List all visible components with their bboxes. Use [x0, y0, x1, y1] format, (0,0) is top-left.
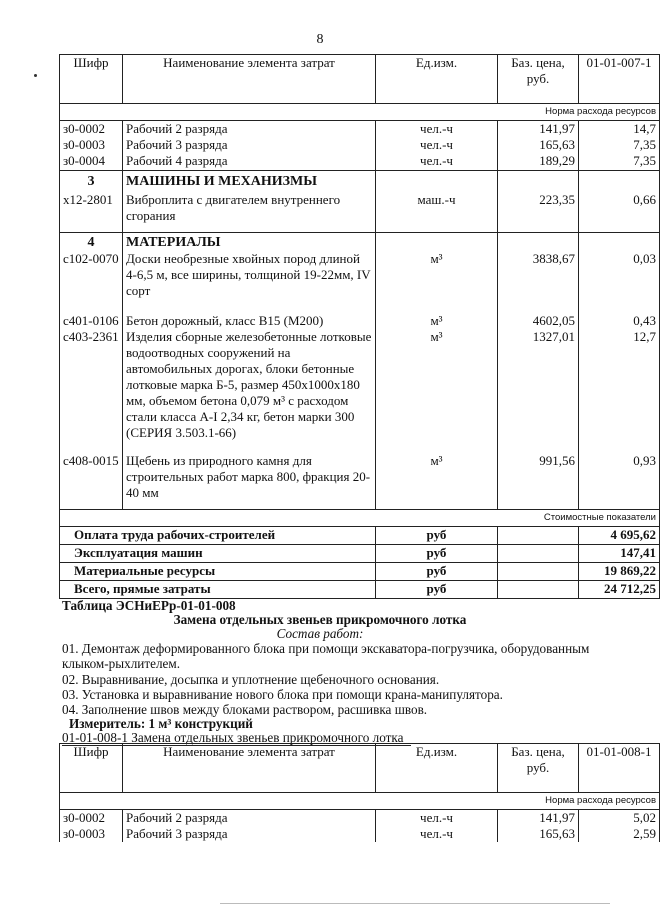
section-number: 4 [60, 232, 123, 251]
table-row [60, 810, 660, 827]
row-name: Виброплита с двигателем внутреннего сгорания [123, 190, 376, 233]
norm-label: Норма расхода ресурсов [60, 793, 660, 810]
row-price: 165,63 [498, 137, 579, 153]
section-heading-machines [60, 170, 660, 190]
total-label: Эксплуатация машин [60, 544, 376, 562]
row-code: з0-0004 [60, 153, 123, 170]
col-name-header: Наименование элемента затрат [123, 55, 376, 104]
total-value: 147,41 [579, 544, 660, 562]
total-row-machines [60, 544, 660, 562]
row-price: 3838,67 [498, 251, 579, 313]
row-norm: 7,35 [579, 137, 660, 153]
works-heading: Состав работ: [276, 626, 364, 641]
row-price: 141,97 [498, 810, 579, 827]
row-unit: чел.-ч [376, 153, 498, 170]
row-price: 1327,01 [498, 329, 579, 453]
row-norm: 0,66 [579, 190, 660, 233]
meter: Измеритель: 1 м³ конструкций [69, 716, 253, 731]
row-unit: чел.-ч [376, 137, 498, 153]
cost-label: Стоимостные показатели [60, 509, 660, 526]
row-norm: 12,7 [579, 329, 660, 453]
row-norm: 0,93 [579, 453, 660, 510]
total-value: 19 869,22 [579, 562, 660, 580]
row-price: 223,35 [498, 190, 579, 233]
row-name: Рабочий 2 разряда [123, 121, 376, 138]
row-norm: 14,7 [579, 121, 660, 138]
total-row-direct [60, 580, 660, 598]
table-row [60, 251, 660, 313]
row-code: с403-2361 [60, 329, 123, 453]
col-name-header: Наименование элемента затрат [123, 744, 376, 793]
table-row [60, 121, 660, 138]
row-price: 991,56 [498, 453, 579, 510]
row-norm: 5,02 [579, 810, 660, 827]
row-name: Доски необрезные хвойных пород длиной 4-6,5 м, все ширины, толщиной 19-22мм, IV сорт [123, 251, 376, 313]
row-unit: м³ [376, 329, 498, 453]
row-norm: 0,43 [579, 313, 660, 329]
table-row [60, 153, 660, 170]
work-item: 03. Установка и выравнивание нового блока при помощи крана-манипулятора. [62, 687, 503, 702]
margin-mark [34, 74, 37, 77]
resource-table-01-01-008-1 [59, 743, 660, 842]
table-row [60, 137, 660, 153]
row-code: с102-0070 [60, 251, 123, 313]
cost-label-row [60, 509, 660, 526]
total-label: Всего, прямые затраты [60, 580, 376, 598]
total-value: 24 712,25 [579, 580, 660, 598]
table-header [60, 55, 660, 104]
work-item: 02. Выравнивание, досыпка и уплотнение щебеночного основания. [62, 672, 440, 687]
row-norm: 7,35 [579, 153, 660, 170]
section-title: МАТЕРИАЛЫ [123, 232, 376, 251]
footer-rule [220, 903, 610, 904]
total-unit: руб [376, 580, 498, 598]
row-code: с408-0015 [60, 453, 123, 510]
col-norm-header: 01-01-007-1 [579, 55, 660, 104]
row-unit: м³ [376, 313, 498, 329]
col-code-header: Шифр [60, 55, 123, 104]
col-code-header: Шифр [60, 744, 123, 793]
section-number: 3 [60, 170, 123, 190]
row-price: 189,29 [498, 153, 579, 170]
norm-label-row [60, 793, 660, 810]
row-unit: м³ [376, 453, 498, 510]
row-name: Рабочий 2 разряда [123, 810, 376, 827]
work-item: 04. Заполнение швов между блоками раствором, расшивка швов. [62, 702, 428, 717]
row-code: с401-0106 [60, 313, 123, 329]
row-unit: чел.-ч [376, 826, 498, 842]
norm-label: Норма расхода ресурсов [60, 104, 660, 121]
work-item: 01. Демонтаж деформированного блока при помощи экскаватора-погрузчика, оборудованным клыком-рыхлителем. [62, 641, 590, 671]
table-row [60, 453, 660, 510]
resource-table-01-01-007-1 [59, 54, 660, 599]
total-label: Материальные ресурсы [60, 562, 376, 580]
table-header [60, 744, 660, 793]
table-subtitle: Замена отдельных звеньев прикромочного лотка [173, 612, 467, 627]
col-norm-header: 01-01-008-1 [579, 744, 660, 793]
section-heading-materials [60, 232, 660, 251]
table-row [60, 329, 660, 453]
total-row-materials [60, 562, 660, 580]
row-unit: м³ [376, 251, 498, 313]
row-unit: чел.-ч [376, 810, 498, 827]
table-title: Таблица ЭСНиЕРр-01-01-008 [62, 598, 236, 613]
col-price-header: Баз. цена, руб. [498, 55, 579, 104]
col-unit-header: Ед.изм. [376, 744, 498, 793]
norm-label-row [60, 104, 660, 121]
row-unit: чел.-ч [376, 121, 498, 138]
row-code: з0-0003 [60, 826, 123, 842]
section-title: МАШИНЫ И МЕХАНИЗМЫ [123, 170, 376, 190]
row-price: 165,63 [498, 826, 579, 842]
item-title: 01-01-008-1 Замена отдельных звеньев прикромочного лотка [62, 730, 411, 746]
row-code: з0-0002 [60, 121, 123, 138]
row-code: з0-0002 [60, 810, 123, 827]
col-price-header: Баз. цена, руб. [498, 744, 579, 793]
row-norm: 0,03 [579, 251, 660, 313]
table-row [60, 190, 660, 233]
row-code: з0-0003 [60, 137, 123, 153]
row-name: Рабочий 3 разряда [123, 137, 376, 153]
total-unit: руб [376, 562, 498, 580]
row-name: Бетон дорожный, класс В15 (М200) [123, 313, 376, 329]
total-row-labor [60, 526, 660, 544]
row-unit: маш.-ч [376, 190, 498, 233]
total-unit: руб [376, 544, 498, 562]
total-label: Оплата труда рабочих-строителей [60, 526, 376, 544]
row-name: Изделия сборные железобетонные лотковые водоотводных сооружений на автомобильных дорогах, блоки бетонные лотковые марка Б-5, размер 450х1000х180 мм, объемом бетона 0,079 м³ с расходом стали класса А-I 2,34 кг, бетон марки 300 (СЕРИЯ 3.503.1-66) [123, 329, 376, 453]
page-number: 8 [316, 32, 324, 47]
row-price: 4602,05 [498, 313, 579, 329]
row-name: Рабочий 4 разряда [123, 153, 376, 170]
row-code: х12-2801 [60, 190, 123, 233]
row-price: 141,97 [498, 121, 579, 138]
row-name: Щебень из природного камня для строительных работ марка 800, фракция 20-40 мм [123, 453, 376, 510]
total-value: 4 695,62 [579, 526, 660, 544]
col-unit-header: Ед.изм. [376, 55, 498, 104]
table-row [60, 313, 660, 329]
row-norm: 2,59 [579, 826, 660, 842]
table-row [60, 826, 660, 842]
row-name: Рабочий 3 разряда [123, 826, 376, 842]
total-unit: руб [376, 526, 498, 544]
